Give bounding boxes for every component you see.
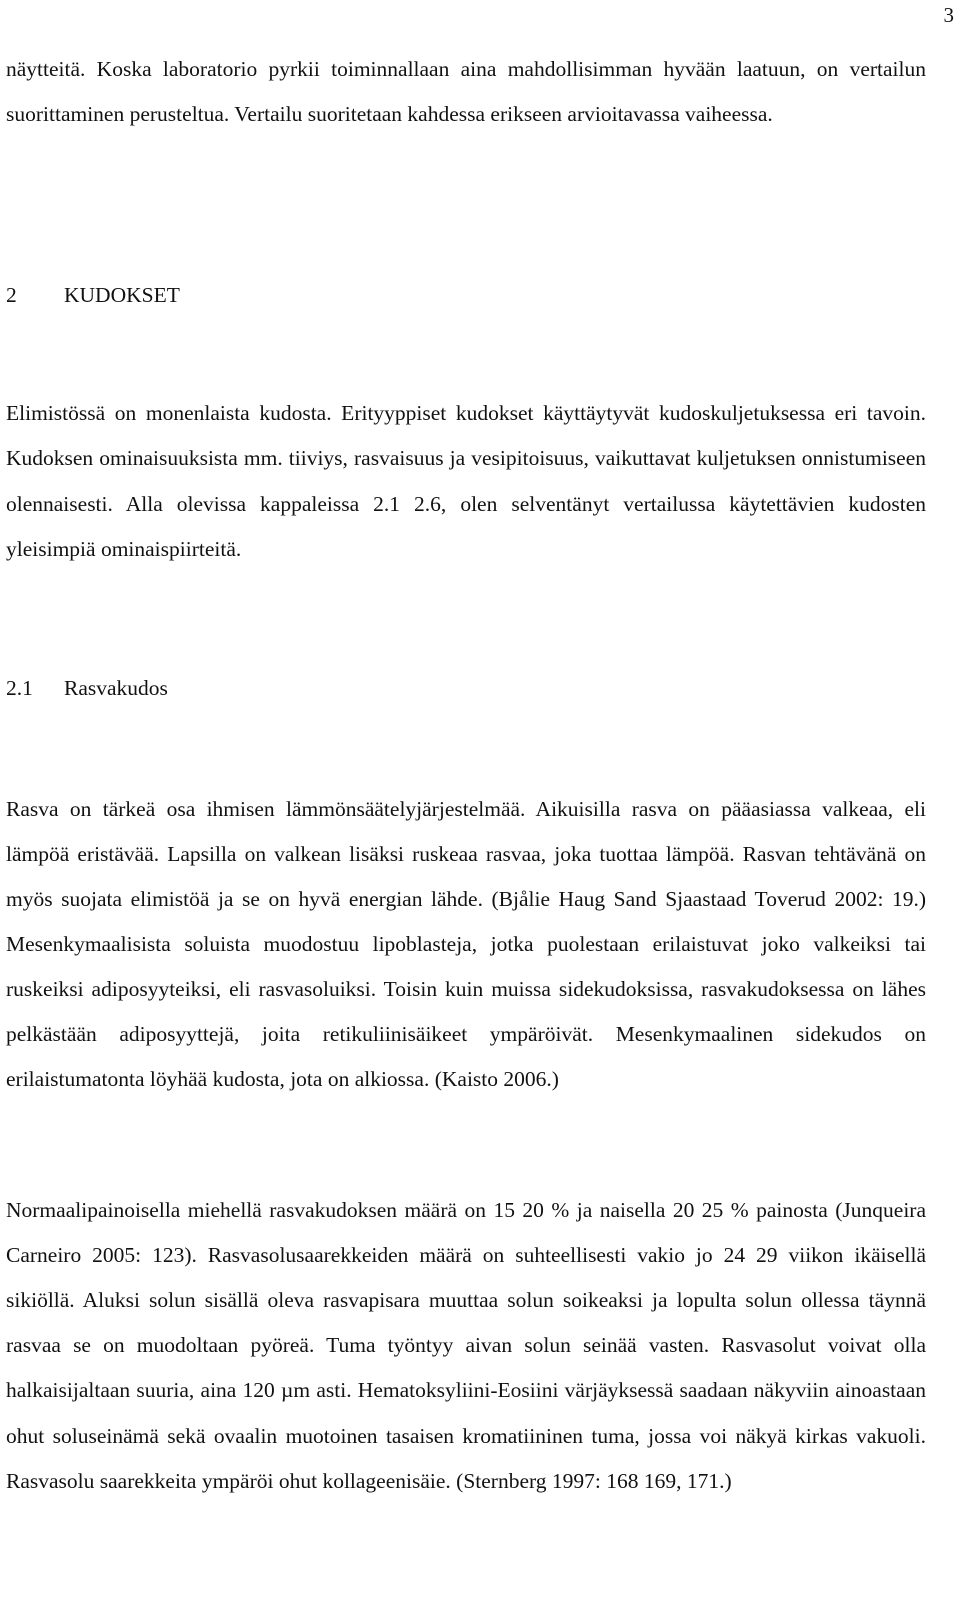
section-heading-rasvakudos (6, 673, 168, 703)
intro-paragraph: näytteitä. Koska laboratorio pyrkii toiminnallaan aina mahdollisimman hyvään laatuun, on vertailun suorittaminen perusteltua. Vertailu suoritetaan kahdessa erikseen arvioitavassa vaiheessa. (6, 56, 926, 126)
section-title: KUDOKSET (64, 283, 180, 307)
section-number: 2 (6, 283, 17, 307)
kudokset-paragraph: Elimistössä on monenlaista kudosta. Erityyppiset kudokset käyttäytyvät kudoskuljetuksessa eri tavoin. Kudoksen ominaisuuksista mm. tiiviys, rasvaisuus ja vesipitoisuus, vaikuttavat kuljetuksen onnistumiseen olennaisesti. Alla olevissa kappaleissa 2.1 2.6, olen selventänyt vertailussa käytettävien kudosten yleisimpiä ominaispiirteitä. (6, 400, 926, 561)
page-number: 3 (943, 3, 954, 27)
section-number: 2.1 (6, 676, 33, 700)
section-title: Rasvakudos (64, 676, 168, 700)
rasvakudos-paragraph-2: Normaalipainoisella miehellä rasvakudoksen määrä on 15 20 % ja naisella 20 25 % painosta (Junqueira Carneiro 2005: 123). Rasvasolusaarekkeiden määrä on suhteellisesti vakio jo 24 29 viikon ikäisellä sikiöllä. Aluksi solun sisällä oleva rasvapisara muuttaa solun soikeaksi ja lopulta solun ollessa täynnä rasvaa se on muodoltaan pyöreä. Tuma työntyy aivan solun seinää vasten. Rasvasolut voivat olla halkaisijaltaan suuria, aina 120 µm asti. Hematoksyliini-Eosiini värjäyksessä saadaan näkyviin ainoastaan ohut soluseinämä sekä ovaalin muotoinen tasaisen kromatiininen tuma, jossa voi näkyä kirkas vakuoli. Rasvasolu saarekkeita ympäröi ohut kollageenisäie. (Sternberg 1997: 168 169, 171.) (6, 1197, 926, 1493)
section-heading-kudokset (6, 280, 180, 310)
rasvakudos-paragraph-1: Rasva on tärkeä osa ihmisen lämmönsäätelyjärjestelmää. Aikuisilla rasva on pääasiassa valkeaa, eli lämpöä eristävää. Lapsilla on valkean lisäksi ruskeaa rasvaa, joka tuottaa lämpöä. Rasvan tehtävänä on myös suojata elimistöä ja se on hyvä energian lähde. (Bjålie Haug Sand Sjaastaad Toverud 2002: 19.) Mesenkymaalisista soluista muodostuu lipoblasteja, jotka puolestaan erilaistuvat joko valkeiksi tai ruskeiksi adiposyyteiksi, eli rasvasoluiksi. Toisin kuin muissa sidekudoksissa, rasvakudoksessa on lähes pelkästään adiposyyttejä, joita retikuliinisäikeet ympäröivät. Mesenkymaalinen sidekudos on erilaistumatonta löyhää kudosta, jota on alkiossa. (Kaisto 2006.) (6, 796, 926, 1092)
